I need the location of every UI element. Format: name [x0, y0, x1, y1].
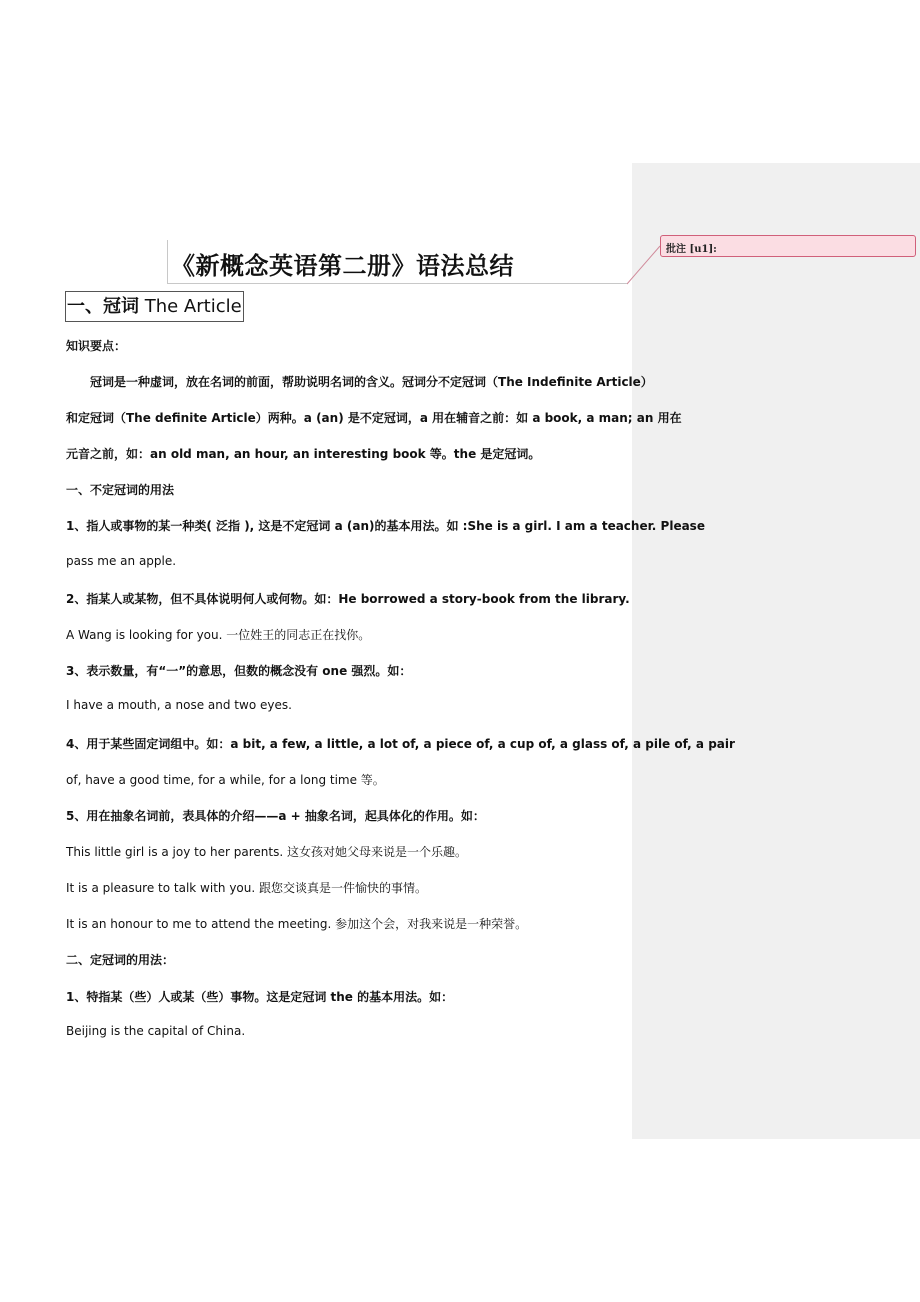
comment-balloon[interactable]: [660, 235, 916, 257]
paragraph-line: 4、用于某些固定词组中。如：a bit, a few, a little, a lot of, a piece of, a cup of, a glass of, a pile of, a pair: [66, 737, 735, 751]
document-title: 《新概念英语第二册》语法总结: [171, 252, 514, 280]
section-heading: [65, 291, 244, 322]
paragraph-line: 1、指人或事物的某一种类( 泛指 ), 这是不定冠词 a (an)的基本用法。如 :She is a girl. I am a teacher. Please: [66, 519, 705, 533]
paragraph-line: 5、用在抽象名词前，表具体的介绍——a + 抽象名词，起具体化的作用。如：: [66, 809, 485, 823]
paragraph-line: A Wang is looking for you. 一位姓王的同志正在找你。: [66, 628, 371, 642]
paragraph-line: 和定冠词（The definite Article）两种。a (an) 是不定冠词，a 用在辅音之前：如 a book, a man; an 用在: [66, 411, 682, 425]
paragraph-line: of, have a good time, for a while, for a long time 等。: [66, 773, 385, 787]
paragraph-line: 元音之前，如：an old man, an hour, an interesting book 等。the 是定冠词。: [66, 447, 541, 461]
paragraph-line: 冠词是一种虚词，放在名词的前面，帮助说明名词的含义。冠词分不定冠词（The Indefinite Article）: [90, 375, 653, 389]
paragraph-line: 一、不定冠词的用法: [66, 483, 175, 497]
section-heading-zh: 一、冠词: [67, 296, 139, 317]
paragraph-line: I have a mouth, a nose and two eyes.: [66, 698, 292, 712]
paragraph-line: 二、定冠词的用法：: [66, 953, 175, 967]
paragraph-line: pass me an apple.: [66, 554, 177, 568]
paragraph-line: 知识要点：: [66, 339, 127, 353]
paragraph-line: 2、指某人或某物，但不具体说明何人或何物。如：He borrowed a story-book from the library.: [66, 592, 630, 606]
paragraph-line: 3、表示数量，有“一”的意思，但数的概念没有 one 强烈。如：: [66, 664, 412, 678]
paragraph-line: This little girl is a joy to her parents. 这女孩对她父母来说是一个乐趣。: [66, 845, 467, 859]
document-title-block: [167, 240, 627, 284]
paragraph-line: It is a pleasure to talk with you. 跟您交谈真是一件愉快的事情。: [66, 881, 428, 895]
comment-label: 批注 [u1]:: [666, 244, 717, 255]
comment-margin-pane: [632, 163, 920, 1139]
paragraph-line: It is an honour to me to attend the meeting. 参加这个会，对我来说是一种荣誉。: [66, 917, 528, 931]
paragraph-line: Beijing is the capital of China.: [66, 1024, 246, 1038]
section-heading-en: The Article: [144, 296, 242, 317]
paragraph-line: 1、特指某（些）人或某（些）事物。这是定冠词 the 的基本用法。如：: [66, 990, 454, 1004]
